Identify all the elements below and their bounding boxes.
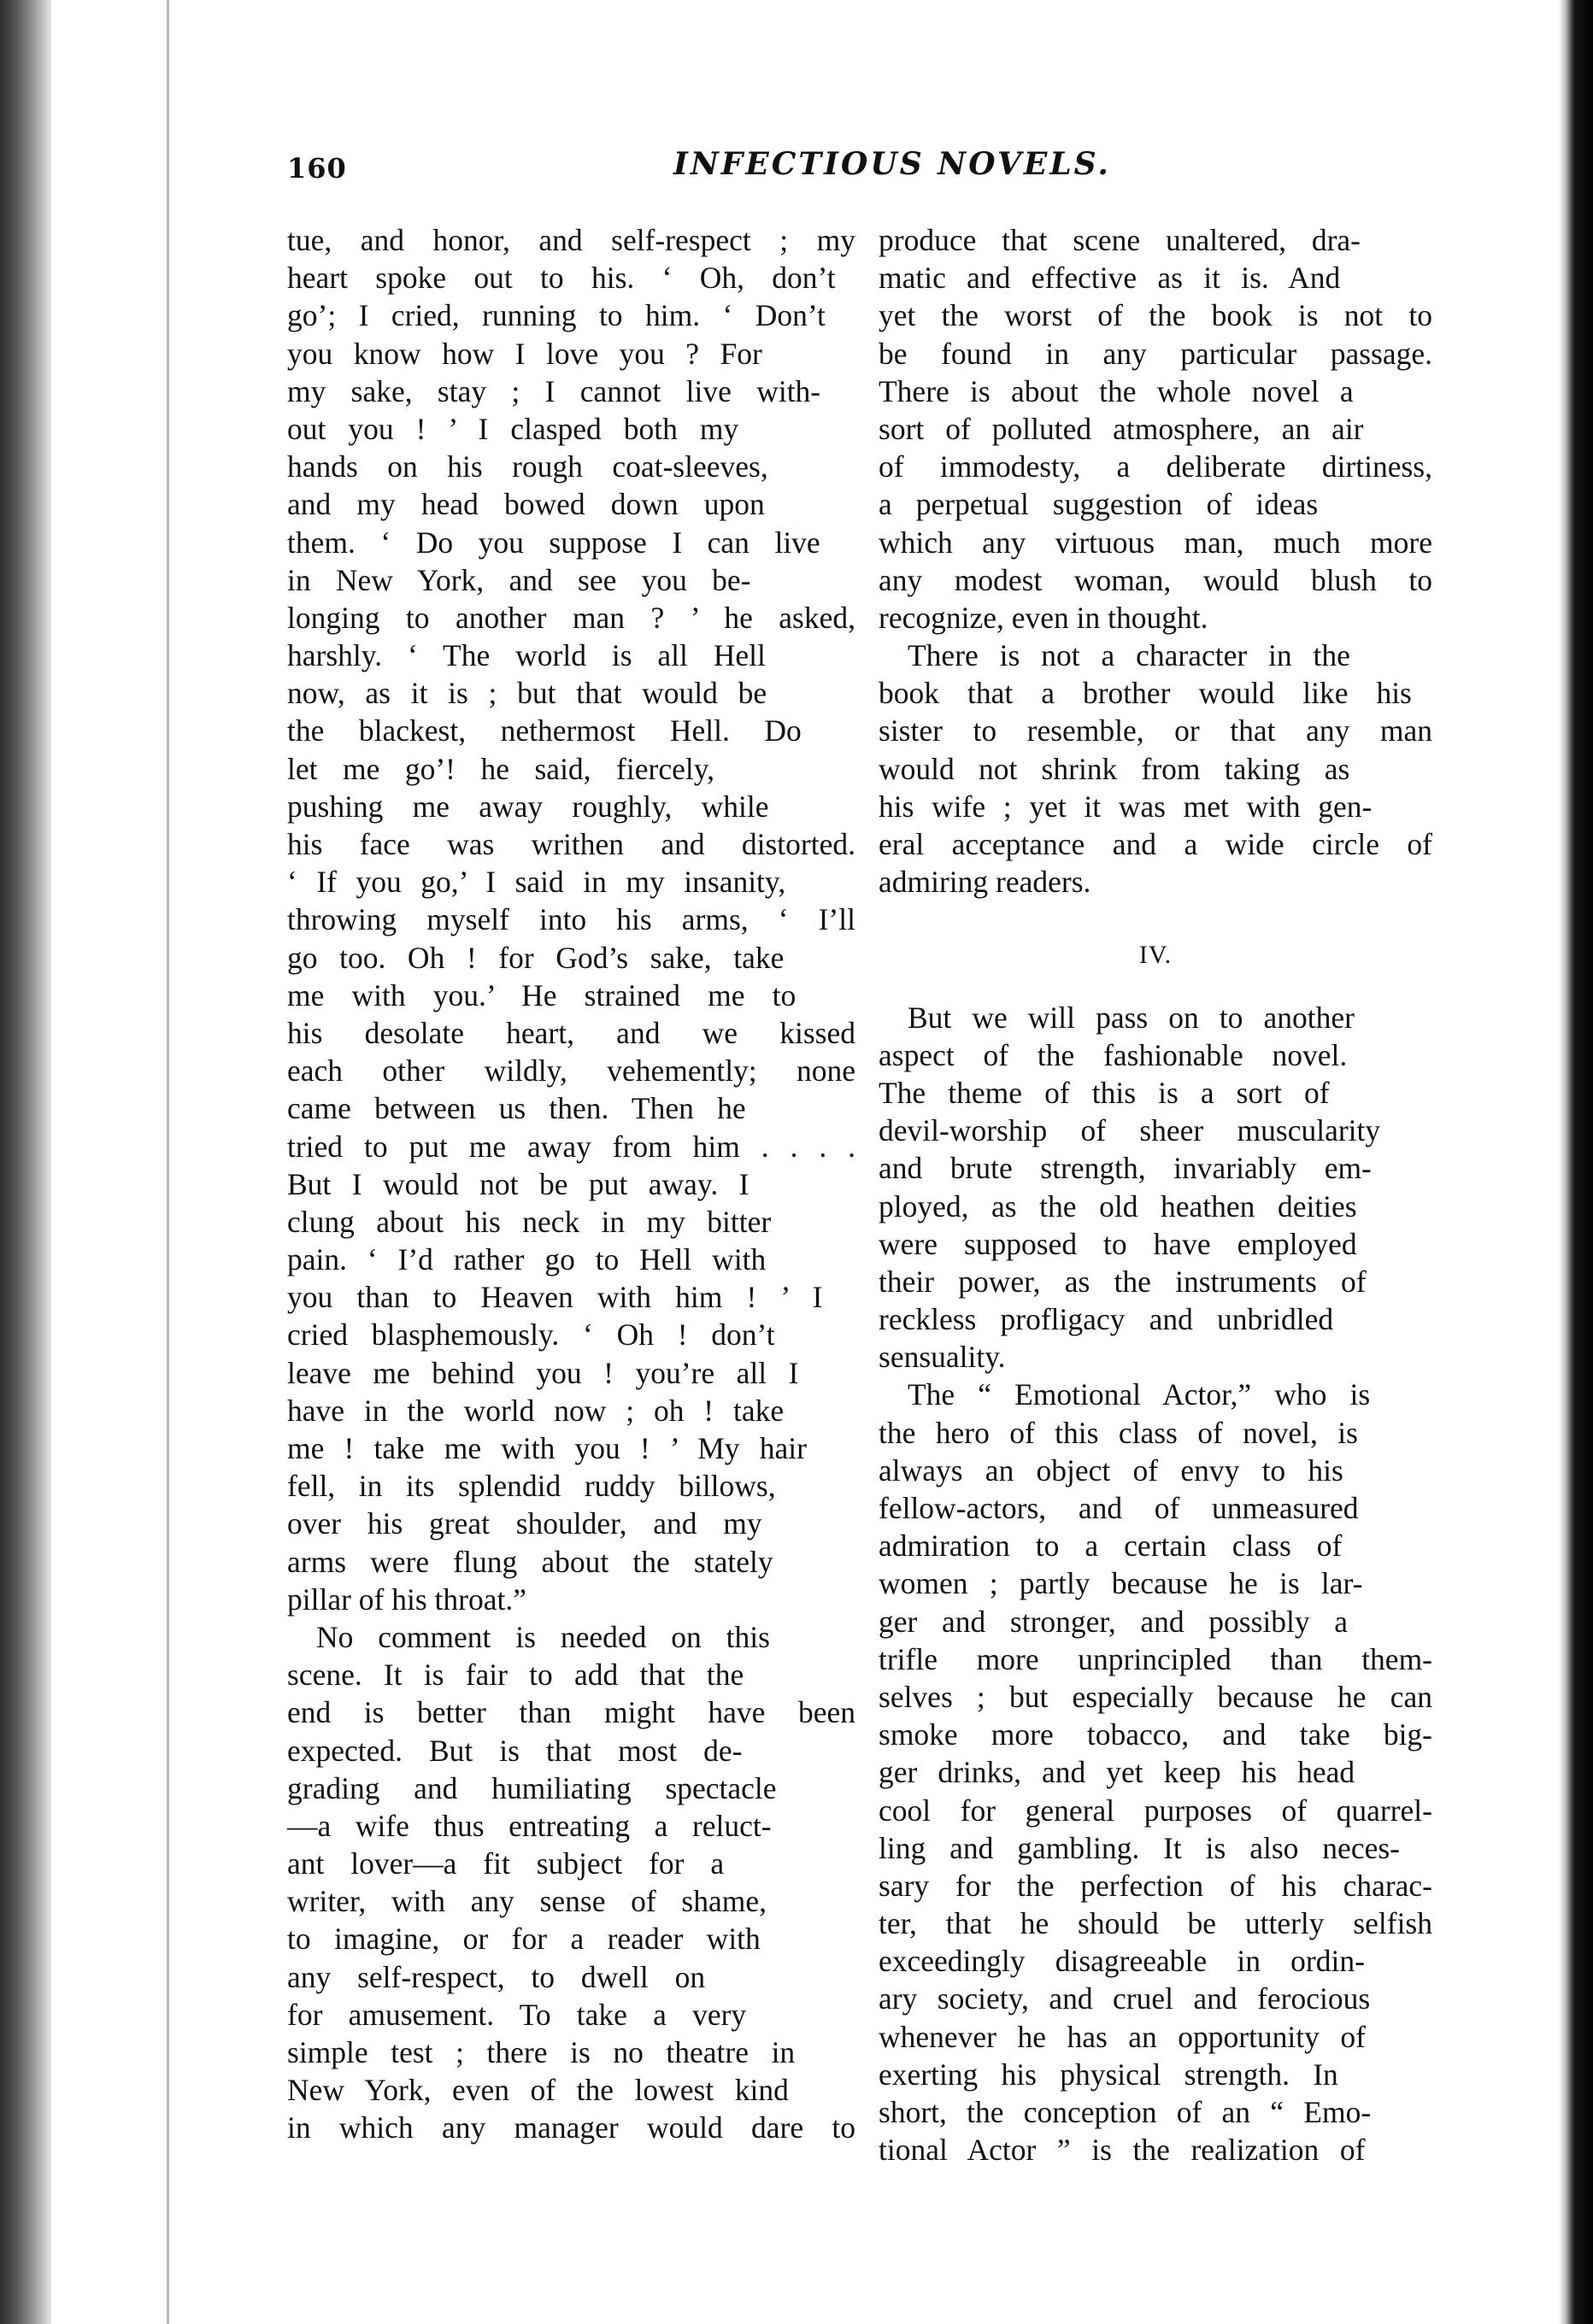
text-line: the blackest, nethermost Hell. Do: [287, 713, 802, 748]
text-line: sensuality.: [879, 1340, 1006, 1375]
text-line: pushing me away roughly, while: [287, 789, 769, 824]
right-paragraph-3: [879, 999, 1432, 1376]
text-line: his desolate heart, and we kissed: [287, 1015, 855, 1050]
text-line: let me go’! he said, fiercely,: [287, 751, 715, 786]
text-line: now, as it is ; but that would be: [287, 676, 767, 711]
text-line: fellow-actors, and of unmeasured: [879, 1491, 1359, 1525]
text-line: pillar of his throat.”: [287, 1582, 526, 1617]
text-line: me with you.’ He strained me to: [287, 977, 796, 1012]
text-line: cool for general purposes of quarrel-: [879, 1793, 1432, 1828]
text-line: and brute strength, invariably em-: [879, 1151, 1372, 1186]
text-line: exceedingly disagreeable in ordin-: [879, 1944, 1365, 1979]
margin-rule: [167, 0, 169, 2324]
text-line: ger drinks, and yet keep his head: [879, 1755, 1355, 1790]
text-line: of immodesty, a deliberate dirtiness,: [879, 449, 1432, 484]
text-line: throwing myself into his arms, ‘ I’ll: [287, 902, 855, 937]
text-line: them. ‘ Do you suppose I can live: [287, 525, 820, 560]
text-line: his wife ; yet it was met with gen-: [879, 789, 1373, 824]
text-line: produce that scene unaltered, dra-: [879, 223, 1361, 257]
text-line: —a wife thus entreating a reluct-: [287, 1808, 772, 1843]
text-line: ter, that he should be utterly selfish: [879, 1906, 1432, 1941]
text-line: heart spoke out to his. ‘ Oh, don’t: [287, 261, 836, 296]
text-line: have in the world now ; oh ! take: [287, 1393, 785, 1428]
text-line: clung about his neck in my bitter: [287, 1204, 772, 1239]
text-line: fell, in its splendid ruddy billows,: [287, 1469, 776, 1504]
text-line: simple test ; there is no theatre in: [287, 2035, 796, 2069]
text-line: longing to another man ? ’ he asked,: [287, 600, 855, 635]
text-line: would not shrink from taking as: [879, 751, 1350, 786]
text-line: arms were flung about the stately: [287, 1544, 773, 1579]
text-line: my sake, stay ; I cannot live with-: [287, 373, 821, 408]
text-line: ger and stronger, and possibly a: [879, 1604, 1349, 1639]
text-line: There is not a character in the: [908, 638, 1350, 673]
binding-right-edge: [1559, 0, 1593, 2324]
text-line: out you ! ’ I clasped both my: [287, 411, 739, 446]
text-line: matic and effective as it is. And: [879, 261, 1341, 296]
text-line: grading and humiliating spectacle: [287, 1770, 777, 1805]
page-number: 160: [287, 152, 347, 185]
text-line: ployed, as the old heathen deities: [879, 1188, 1357, 1224]
text-line: be found in any particular passage.: [879, 336, 1432, 371]
right-paragraph-2: [879, 637, 1432, 901]
right-paragraph-1: [879, 221, 1432, 637]
text-line: reckless profligacy and unbridled: [879, 1302, 1334, 1337]
text-line: any modest woman, would blush to: [879, 562, 1432, 597]
text-line: whenever he has an opportunity of: [879, 2019, 1366, 2054]
text-line: you know how I love you ? For: [287, 336, 762, 371]
text-line: New York, even of the lowest kind: [287, 2073, 789, 2108]
text-line: admiring readers.: [879, 865, 1091, 900]
text-line: selves ; but especially because he can: [879, 1679, 1432, 1714]
text-line: ary society, and cruel and ferocious: [879, 1981, 1371, 2016]
text-line: smoke more tobacco, and take big-: [879, 1717, 1432, 1752]
text-line: short, the conception of an “ Emo-: [879, 2095, 1372, 2129]
text-line: sort of polluted atmosphere, an air: [879, 411, 1364, 446]
text-line: hands on his rough coat-sleeves,: [287, 449, 768, 484]
text-line: admiration to a certain class of: [879, 1529, 1343, 1564]
running-title: INFECTIOUS NOVELS.: [673, 146, 1111, 182]
text-line: each other wildly, vehemently; none: [287, 1053, 855, 1089]
text-line: were supposed to have employed: [879, 1226, 1357, 1261]
text-line: writer, with any sense of shame,: [287, 1884, 767, 1919]
text-line: their power, as the instruments of: [879, 1264, 1367, 1299]
text-line: yet the worst of the book is not to: [879, 298, 1432, 333]
text-line: leave me behind you ! you’re all I: [287, 1355, 799, 1390]
text-line: sary for the perfection of his charac-: [879, 1868, 1432, 1903]
text-line: recognize, even in thought.: [879, 600, 1208, 635]
text-line: always an object of envy to his: [879, 1452, 1343, 1488]
text-line: over his great shoulder, and my: [287, 1506, 762, 1541]
text-line: aspect of the fashionable novel.: [879, 1037, 1348, 1072]
right-column: [879, 221, 1432, 2168]
text-line: ling and gambling. It is also neces-: [879, 1830, 1400, 1865]
scanner-left-edge: [0, 0, 51, 2324]
text-line: book that a brother would like his: [879, 676, 1412, 711]
text-line: ‘ If you go,’ I said in my insanity,: [287, 865, 786, 900]
text-line: and my head bowed down upon: [287, 487, 765, 522]
text-line: his face was writhen and distorted.: [287, 827, 855, 861]
text-line: women ; partly because he is lar-: [879, 1566, 1363, 1601]
section-number: IV.: [1138, 941, 1173, 970]
text-line: ant lover—a fit subject for a: [287, 1846, 725, 1881]
text-line: any self-respect, to dwell on: [287, 1959, 706, 1994]
text-line: in which any manager would dare to: [287, 2110, 855, 2145]
text-line: The theme of this is a sort of: [879, 1075, 1330, 1110]
text-line: expected. But is that most de-: [287, 1733, 743, 1768]
right-paragraph-4: [879, 1376, 1432, 2168]
left-paragraph-2: [258, 1618, 855, 2147]
text-line: eral acceptance and a wide circle of: [879, 827, 1432, 861]
text-line: cried blasphemously. ‘ Oh ! don’t: [287, 1318, 775, 1353]
text-line: end is better than might have been: [287, 1695, 855, 1730]
text-line: the hero of this class of novel, is: [879, 1415, 1358, 1450]
text-line: tried to put me away from him . . . .: [287, 1129, 855, 1164]
text-line: in New York, and see you be-: [287, 562, 751, 597]
text-line: scene. It is fair to add that the: [287, 1658, 744, 1693]
text-line: go too. Oh ! for God’s sake, take: [287, 940, 785, 975]
text-line: tue, and honor, and self-respect ; my: [287, 223, 855, 257]
text-line: There is about the whole novel a: [879, 373, 1354, 408]
text-line: came between us then. Then he: [287, 1091, 746, 1126]
left-column: [287, 221, 855, 2147]
text-line: No comment is needed on this: [316, 1619, 770, 1654]
text-line: a perpetual suggestion of ideas: [879, 487, 1319, 522]
text-line: for amusement. To take a very: [287, 1997, 747, 2032]
text-line: you than to Heaven with him ! ’ I: [287, 1280, 823, 1315]
text-line: But I would not be put away. I: [287, 1166, 749, 1201]
text-line: harshly. ‘ The world is all Hell: [287, 638, 766, 673]
text-line: go’; I cried, running to him. ‘ Don’t: [287, 298, 826, 333]
running-head: [0, 0, 1593, 214]
text-line: which any virtuous man, much more: [879, 525, 1432, 560]
text-line: me ! take me with you ! ’ My hair: [287, 1431, 807, 1465]
text-line: tional Actor ” is the realization of: [879, 2133, 1366, 2168]
text-line: sister to resemble, or that any man: [879, 713, 1432, 748]
text-line: trifle more unprincipled than them-: [879, 1641, 1432, 1676]
text-line: pain. ‘ I’d rather go to Hell with: [287, 1242, 767, 1277]
left-paragraph-1: [287, 221, 855, 1618]
text-line: devil-worship of sheer muscularity: [879, 1113, 1381, 1148]
text-line: to imagine, or for a reader with: [287, 1922, 761, 1957]
text-line: exerting his physical strength. In: [879, 2057, 1338, 2092]
text-line: But we will pass on to another: [908, 1000, 1355, 1035]
text-line: The “ Emotional Actor,” who is: [908, 1377, 1371, 1412]
